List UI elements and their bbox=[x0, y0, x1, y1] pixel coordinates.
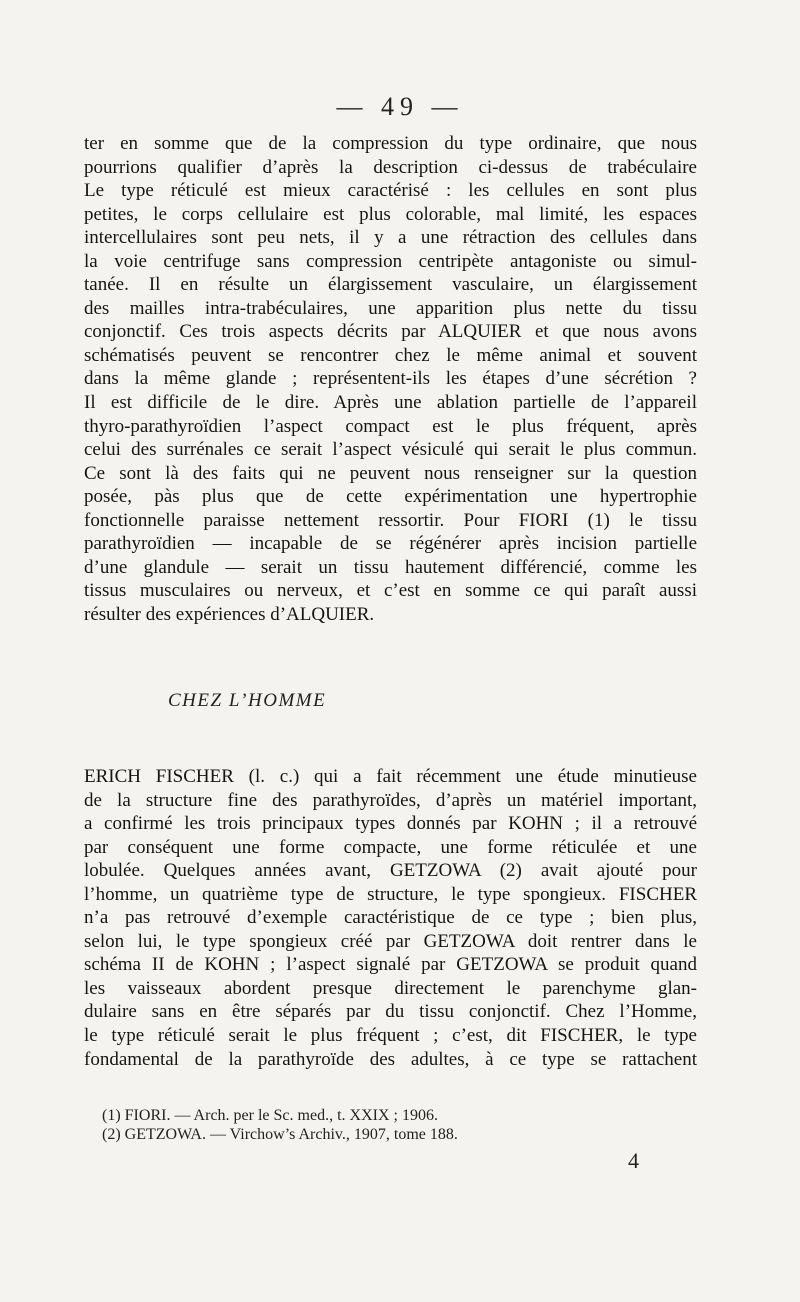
text-line: ERICH FISCHER (l. c.) qui a fait récemment une étude minutieuse bbox=[84, 766, 697, 787]
footnote-1: (1) FIORI. — Arch. per le Sc. med., t. XXIX ; 1906. bbox=[102, 1107, 438, 1124]
text-line: selon lui, le type spongieux créé par GETZOWA doit rentrer dans le bbox=[84, 930, 697, 952]
text-line: Il est difficile de le dire. Après une ablation partielle de l’appareil bbox=[84, 392, 697, 414]
text-line: fonctionnelle paraisse nettement ressortir. Pour FIORI (1) le tissu bbox=[84, 509, 697, 531]
text-line: l’homme, un quatrième type de structure, le type spongieux. FISCHER bbox=[84, 883, 697, 905]
text-line: schéma II de KOHN ; l’aspect signalé par GETZOWA se produit quand bbox=[84, 954, 697, 976]
paragraph-2 bbox=[84, 765, 697, 1071]
text-line: Le type réticulé est mieux caractérisé : les cellules en sont plus bbox=[84, 180, 697, 202]
text-line: intercellulaires sont peu nets, il y a une rétraction des cellules dans bbox=[84, 227, 697, 249]
text-line: d’une glandule — serait un tissu hautement différencié, comme les bbox=[84, 556, 697, 578]
page-number: — 49 — bbox=[336, 92, 464, 121]
signature-mark: 4 bbox=[628, 1148, 639, 1173]
text-line: Ce sont là des faits qui ne peuvent nous renseigner sur la question bbox=[84, 462, 697, 484]
text-line: dans la même glande ; représentent-ils les étapes d’une sécrétion ? bbox=[84, 368, 697, 390]
text-line: thyro-parathyroïdien l’aspect compact est le plus fréquent, après bbox=[84, 415, 697, 437]
text-line: résulter des expériences d’ALQUIER. bbox=[84, 603, 375, 625]
section-heading: CHEZ L’HOMME bbox=[168, 690, 327, 711]
text-line: des mailles intra-trabéculaires, une apparition plus nette du tissu bbox=[84, 297, 697, 319]
text-line: posée, pàs plus que de cette expérimentation une hypertrophie bbox=[84, 486, 697, 508]
footnotes bbox=[102, 1106, 532, 1144]
text-line: parathyroïdien — incapable de se régénérer après incision partielle bbox=[84, 533, 697, 555]
text-line: ter en somme que de la compression du type ordinaire, que nous bbox=[84, 133, 697, 154]
text-line: la voie centrifuge sans compression centripète antagoniste ou simul- bbox=[84, 250, 697, 272]
paragraph-1 bbox=[84, 132, 697, 626]
text-line: tissus musculaires ou nerveux, et c’est en somme ce qui paraît aussi bbox=[84, 580, 697, 602]
text-line: tanée. Il en résulte un élargissement vasculaire, un élargissement bbox=[84, 274, 697, 296]
text-line: les vaisseaux abordent presque directement le parenchyme glan- bbox=[84, 977, 697, 999]
text-line: conjonctif. Ces trois aspects décrits par ALQUIER et que nous avons bbox=[84, 321, 697, 343]
text-line: dulaire sans en être séparés par du tissu conjonctif. Chez l’Homme, bbox=[84, 1001, 697, 1023]
text-line: le type réticulé serait le plus fréquent ; c’est, dit FISCHER, le type bbox=[84, 1025, 697, 1047]
text-line: par conséquent une forme compacte, une forme réticulée et une bbox=[84, 836, 697, 858]
text-line: celui des surrénales ce serait l’aspect vésiculé qui serait le plus commun. bbox=[84, 439, 697, 461]
text-line: schématisés peuvent se rencontrer chez le même animal et souvent bbox=[84, 344, 697, 366]
text-line: lobulée. Quelques années avant, GETZOWA (2) avait ajouté pour bbox=[84, 860, 697, 882]
text-line: de la structure fine des parathyroïdes, d’après un matériel important, bbox=[84, 789, 697, 811]
text-line: pourrions qualifier d’après la description ci-dessus de trabéculaire bbox=[84, 156, 697, 178]
text-line: petites, le corps cellulaire est plus colorable, mal limité, les espaces bbox=[84, 203, 697, 225]
text-line: a confirmé les trois principaux types donnés par KOHN ; il a retrouvé bbox=[84, 813, 697, 835]
text-line: fondamental de la parathyroïde des adultes, à ce type se rattachent bbox=[84, 1048, 697, 1070]
text-line: n’a pas retrouvé d’exemple caractéristique de ce type ; bien plus, bbox=[84, 907, 697, 929]
footnote-2: (2) GETZOWA. — Virchow’s Archiv., 1907, tome 188. bbox=[102, 1126, 458, 1143]
